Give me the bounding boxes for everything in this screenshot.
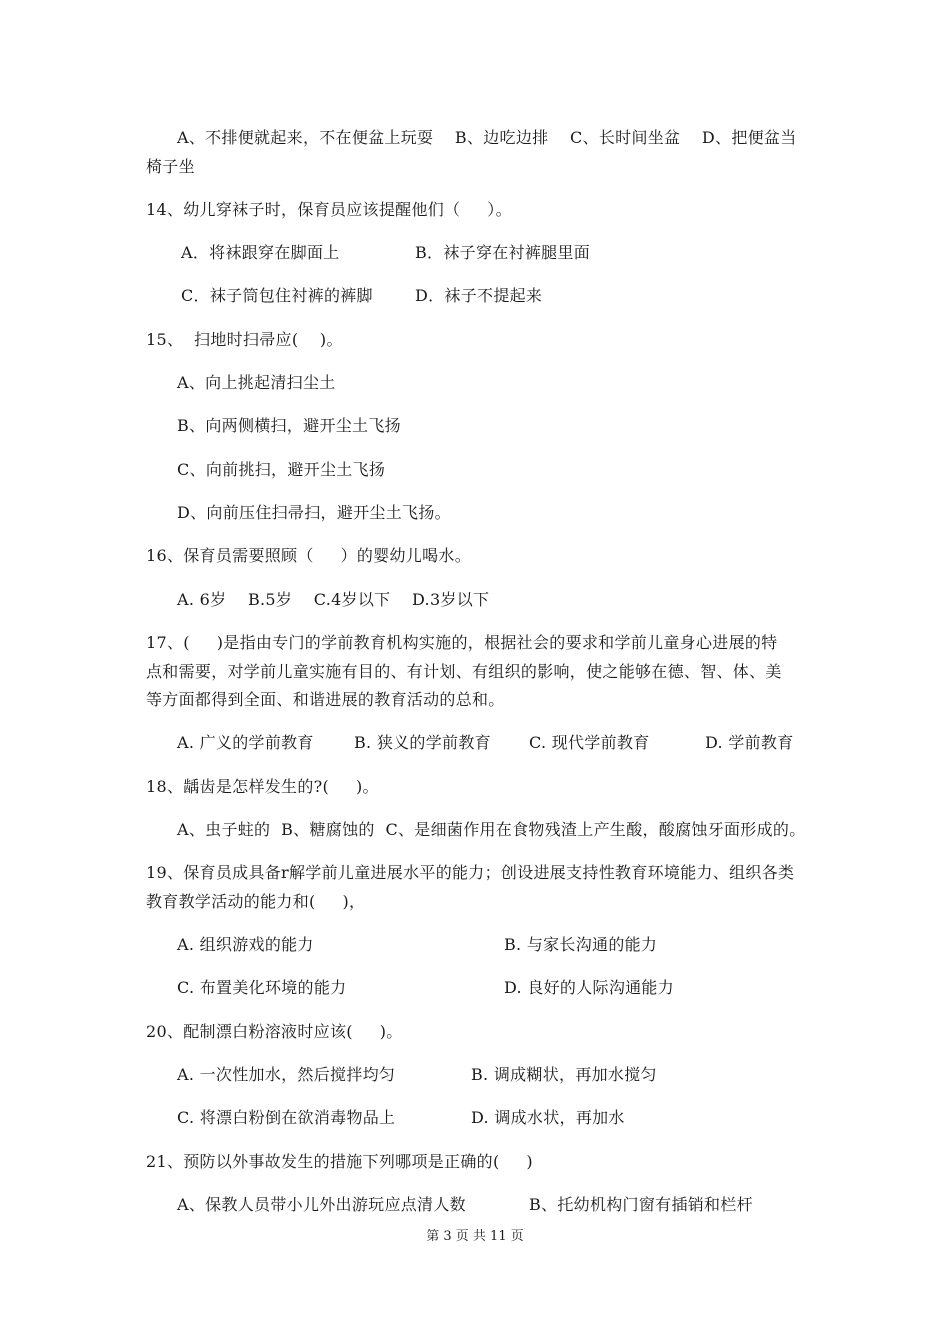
q17-option-c: C. 现代学前教育 <box>529 733 650 752</box>
q13-options-line2: 椅子坐 <box>146 157 195 176</box>
q14-option-d: D．袜子不提起来 <box>415 286 543 305</box>
q20-option-b: B. 调成糊状，再加水搅匀 <box>471 1065 657 1084</box>
q17-line3: 等方面都得到全面、和谐进展的教育活动的总和。 <box>146 690 505 709</box>
q14-option-c: C．袜子筒包住衬裤的裤脚 <box>181 286 373 305</box>
q19-line2: 教育教学活动的能力和( )， <box>146 892 366 911</box>
q16-stem: 16、保育员需要照顾（ ）的婴幼儿喝水。 <box>146 546 471 565</box>
q20-option-a: A. 一次性加水，然后搅拌均匀 <box>177 1065 396 1084</box>
q15-option-d: D、向前压住扫帚扫，避开尘土飞扬。 <box>177 503 451 522</box>
q21-option-a: A、保教人员带小儿外出游玩应点清人数 <box>177 1195 466 1214</box>
q19-option-b: B. 与家长沟通的能力 <box>504 935 658 954</box>
q16-options: A. 6岁 B.5岁 C.4岁以下 D.3岁以下 <box>177 590 490 609</box>
q13-options-line1: A、不排便就起来，不在便盆上玩耍 B、边吃边排 C、长时间坐盆 D、把便盆当 <box>177 128 797 147</box>
q19-option-c: C. 布置美化环境的能力 <box>177 978 347 997</box>
q21-option-b: B、托幼机构门窗有插销和栏杆 <box>529 1195 753 1214</box>
q14-stem: 14、幼儿穿袜子时，保育员应该提醒他们（ ）。 <box>146 200 512 219</box>
q20-option-d: D. 调成水状，再加水 <box>471 1108 625 1127</box>
q19-option-a: A. 组织游戏的能力 <box>177 935 314 954</box>
q17-option-a: A. 广义的学前教育 <box>177 733 314 752</box>
q17-option-b: B. 狭义的学前教育 <box>354 733 491 752</box>
q18-stem: 18、龋齿是怎样发生的?( )。 <box>146 777 379 796</box>
q18-options: A、虫子蛀的 B、糖腐蚀的 C、是细菌作用在食物残渣上产生酸，酸腐蚀牙面形成的。 <box>177 820 806 839</box>
q21-stem: 21、预防以外事故发生的措施下列哪项是正确的( ) <box>146 1152 533 1171</box>
q15-option-a: A、向上挑起清扫尘土 <box>177 373 336 392</box>
q15-option-b: B、向两侧横扫，避开尘土飞扬 <box>177 416 401 435</box>
q20-stem: 20、配制漂白粉溶液时应该( )。 <box>146 1022 403 1041</box>
page-number-footer: 第 3 页 共 11 页 <box>426 1229 524 1244</box>
q17-option-d: D. 学前教育 <box>705 733 794 752</box>
q15-stem: 15、 扫地时扫帚应( )。 <box>146 330 343 349</box>
q19-option-d: D. 良好的人际沟通能力 <box>504 978 675 997</box>
q20-option-c: C. 将漂白粉倒在欲消毒物品上 <box>177 1108 396 1127</box>
q17-line2: 点和需要，对学前儿童实施有目的、有计划、有组织的影响，使之能够在德、智、体、美 <box>146 662 782 681</box>
q15-option-c: C、向前挑扫，避开尘土飞扬 <box>177 460 386 479</box>
q14-option-b: B．袜子穿在衬裤腿里面 <box>415 243 591 262</box>
q19-line1: 19、保育员成具备r解学前儿童进展水平的能力；创设进展支持性教育环境能力、组织各类 <box>146 863 795 882</box>
q17-line1: 17、( )是指由专门的学前教育机构实施的，根据社会的要求和学前儿童身心进展的特 <box>146 633 778 652</box>
q14-option-a: A．将袜跟穿在脚面上 <box>181 243 340 262</box>
